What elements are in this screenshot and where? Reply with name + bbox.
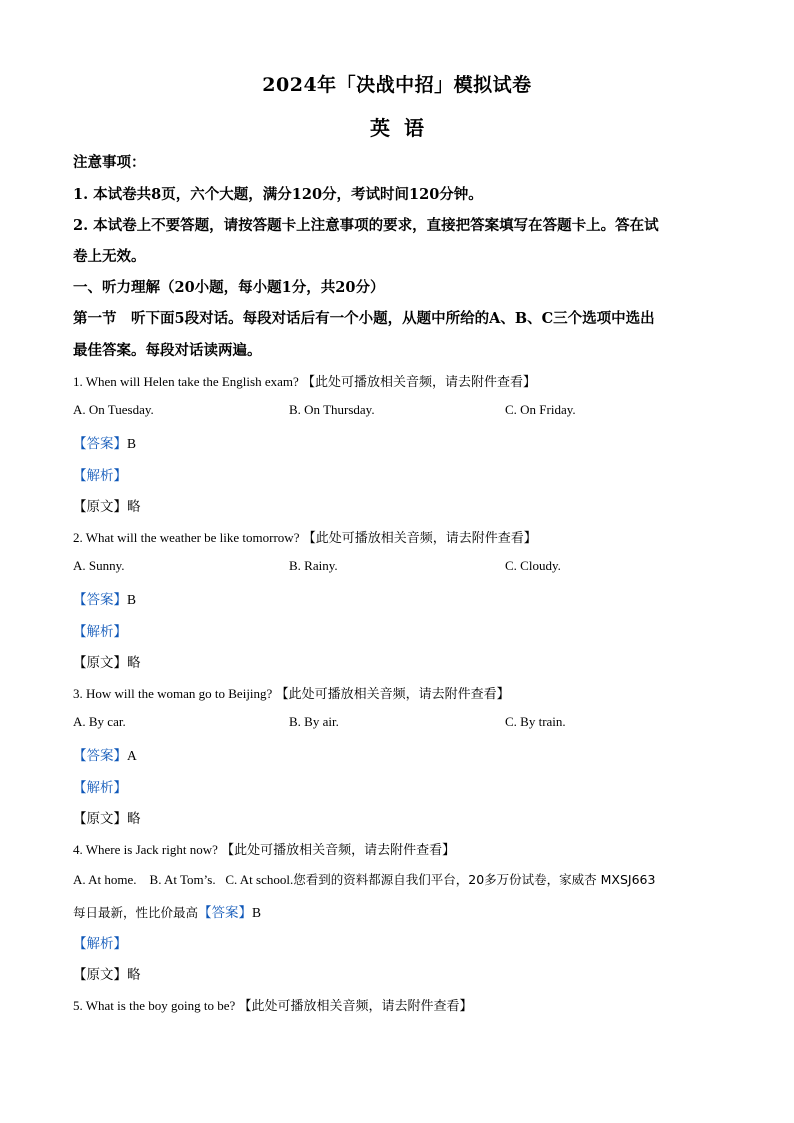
answer-value: A (127, 748, 137, 763)
q1-option-c: C. On Friday. (505, 402, 576, 417)
answer-label: 【答案】 (73, 436, 127, 452)
analysis-label: 【解析】 (73, 936, 127, 952)
answer-value: B (127, 592, 137, 607)
q4-options-line (73, 870, 655, 888)
question-text: 1. When will Helen take the English exam? (73, 374, 299, 389)
analysis-label: 【解析】 (73, 468, 127, 484)
q1-analysis (73, 464, 127, 484)
original-text: 略 (127, 811, 141, 827)
q1-answer (73, 432, 136, 452)
q3-analysis (73, 776, 127, 796)
q1-option-a: A. On Tuesday. (73, 402, 154, 417)
q2-option-a: A. Sunny. (73, 558, 125, 573)
q3-option-a: A. By car. (73, 714, 126, 729)
original-label: 【原文】 (73, 499, 127, 515)
answer-value: B (252, 905, 262, 920)
audio-note[interactable]: 【此处可播放相关音频，请去附件查看】 (238, 999, 473, 1014)
notes-heading: 注意事项： (73, 154, 146, 171)
exam-title: 2024年「决战中招」模拟试卷 (262, 74, 532, 96)
analysis-label: 【解析】 (73, 780, 127, 796)
q1-original (73, 495, 141, 515)
answer-label: 【答案】 (73, 592, 127, 608)
q2-analysis (73, 620, 127, 640)
notes-item-1: 1. 本试卷共8页，六个大题，满分120分，考试时间120分钟。 (73, 186, 483, 203)
q3-option-c: C. By train. (505, 714, 566, 729)
notes-item-2-line-2: 卷上无效。 (73, 248, 146, 265)
analysis-label: 【解析】 (73, 624, 127, 640)
question-text: 5. What is the boy going to be? (73, 998, 236, 1013)
q3-original (73, 807, 141, 827)
original-label: 【原文】 (73, 967, 127, 983)
original-label: 【原文】 (73, 655, 127, 671)
q3-option-b: B. By air. (289, 714, 339, 729)
part1-instructions-line-1: 第一节 听下面5段对话。每段对话后有一个小题，从题中所给的A、B、C三个选项中选出 (73, 310, 655, 327)
q2-original (73, 651, 141, 671)
subject-title: 英语 (370, 116, 438, 140)
q4-watermark-answer-line (73, 901, 261, 921)
question-3 (73, 683, 510, 702)
original-text: 略 (127, 655, 141, 671)
watermark-text-1: 您看到的资料都源自我们平台，20多万份试卷，家威杏 MXSJ663 (293, 872, 656, 887)
original-label: 【原文】 (73, 811, 127, 827)
audio-note[interactable]: 【此处可播放相关音频，请去附件查看】 (302, 375, 537, 390)
question-5 (73, 995, 473, 1014)
section-title: 一、听力理解（20小题，每小题1分，共20分） (73, 279, 385, 296)
question-text: 2. What will the weather be like tomorrow? (73, 530, 300, 545)
part1-instructions-line-2: 最佳答案。每段对话读两遍。 (73, 342, 262, 359)
answer-value: B (127, 436, 137, 451)
original-text: 略 (127, 499, 141, 515)
question-2 (73, 527, 537, 546)
q4-analysis (73, 932, 127, 952)
question-1 (73, 371, 536, 390)
answer-label: 【答案】 (198, 905, 253, 921)
q2-option-c: C. Cloudy. (505, 558, 561, 573)
question-4 (73, 839, 455, 858)
watermark-text-2: 每日最新，性比价最高 (73, 905, 199, 920)
answer-label: 【答案】 (73, 748, 127, 764)
original-text: 略 (127, 967, 141, 983)
q2-answer (73, 588, 136, 608)
audio-note[interactable]: 【此处可播放相关音频，请去附件查看】 (302, 531, 537, 546)
audio-note[interactable]: 【此处可播放相关音频，请去附件查看】 (221, 843, 456, 858)
q1-option-b: B. On Thursday. (289, 402, 375, 417)
q4-options: A. At home. B. At Tom’s. C. At school. (73, 872, 294, 887)
q4-original (73, 963, 141, 983)
q3-answer (73, 744, 137, 764)
notes-item-2-line-1: 2. 本试卷上不要答题，请按答题卡上注意事项的要求，直接把答案填写在答题卡上。答在试 (73, 217, 659, 234)
q2-option-b: B. Rainy. (289, 558, 338, 573)
audio-note[interactable]: 【此处可播放相关音频，请去附件查看】 (275, 687, 510, 702)
question-text: 4. Where is Jack right now? (73, 842, 218, 857)
question-text: 3. How will the woman go to Beijing? (73, 686, 273, 701)
